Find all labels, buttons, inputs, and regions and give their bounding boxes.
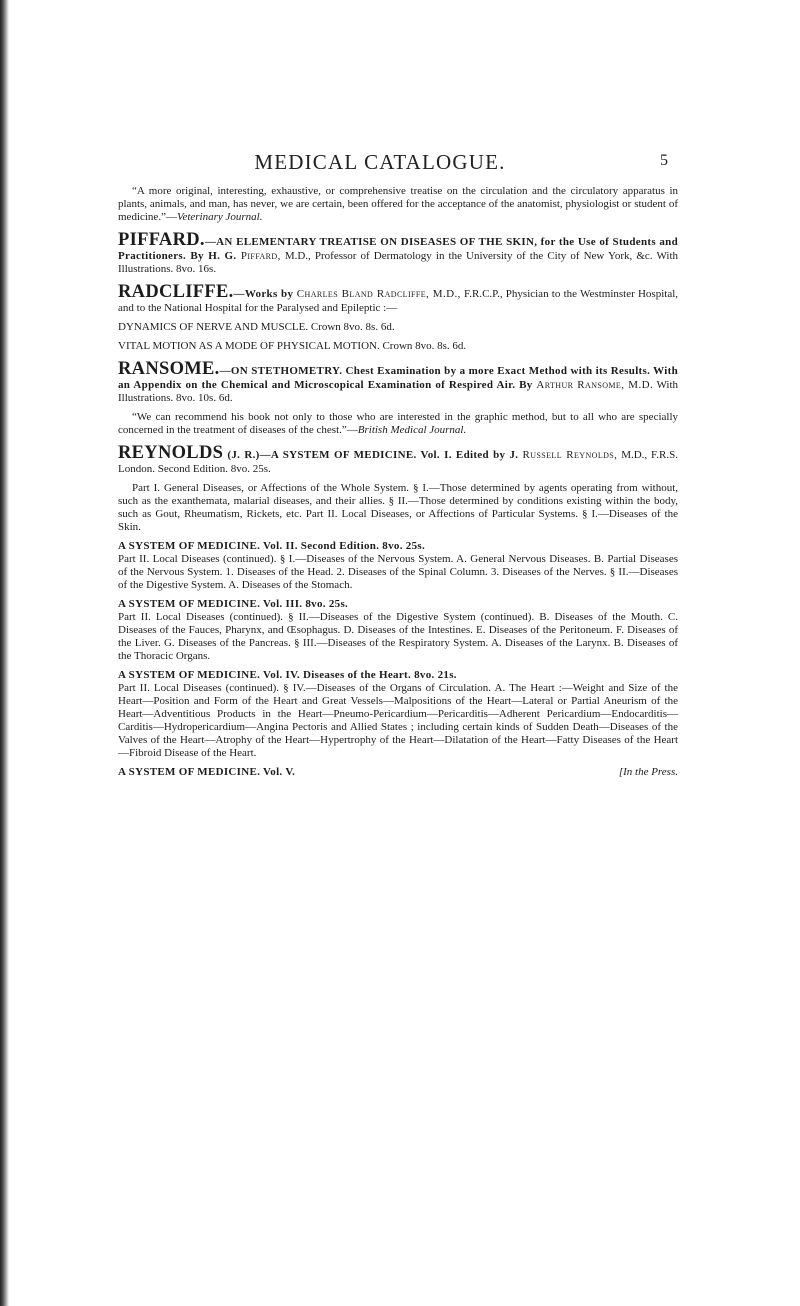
radcliffe-works-by: —Works by [233, 288, 297, 300]
scanned-binding-edge [0, 0, 9, 1306]
piffard-details: M.D., Professor of Dermatology in the University of the City of New York, &c. With Illustrations. 8vo. 16s. [118, 250, 678, 275]
reynolds-vol3-title: A SYSTEM OF MEDICINE. Vol. III. 8vo. 25s. [118, 598, 349, 610]
piffard-title: —AN ELEMENTARY TREATISE ON DISEASES OF THE SKIN, for the Use of Students and Practitioners. By H. G. [118, 236, 678, 262]
reynolds-vol5-status: [In the Press. [618, 766, 678, 778]
radcliffe-work-vital-motion: VITAL MOTION AS A MODE OF PHYSICAL MOTION. Crown 8vo. 8s. 6d. [118, 340, 467, 352]
reynolds-vol3-contents: Part II. Local Diseases (continued). § II.—Diseases of the Digestive System (continued). B. Diseases of the Mouth. C. Diseases of the Fauces, Pharynx, and Œsophagus. D. Diseases of the Intestines. E. Diseases of the Peritoneum. F. Diseases of the Liver. G. Diseases of the Pancreas. § III.—Diseases of the Respiratory System. A. Diseases of the Larynx. B. Diseases of the Thoracic Organs. [118, 611, 678, 662]
intro-quote [118, 185, 678, 224]
reynolds-vol2 [118, 540, 678, 592]
reynolds-vol5 [118, 766, 678, 779]
radcliffe-author: Charles Bland Radcliffe, M.D., [296, 288, 461, 300]
ransome-author: Arthur Ransome, M.D. [536, 379, 654, 391]
piffard-entry-text [118, 230, 678, 276]
reynolds-vol2-title: A SYSTEM OF MEDICINE. Vol. II. Second Edition. 8vo. 25s. [118, 540, 426, 552]
reynolds-title: (J. R.)—A SYSTEM OF MEDICINE. Vol. I. Edited by J. [223, 449, 523, 461]
reynolds-vol3 [118, 598, 678, 663]
reynolds-vol4-contents: Part II. Local Diseases (continued). § IV.—Diseases of the Organs of Circulation. A. The Heart :—Weight and Size of the Heart—Position and Form of the Heart and Great Vessels—Malpositions of the Heart—Lateral or Partial Aneurism of the Heart—Adventitious Products in the Heart—Pneumo-Pericardium—Pericarditis—Adherent Pericardium—Endocarditis—Carditis—Hydropericardium—Angina Pectoris and Allied States ; including certain kinds of Sudden Death—Diseases of the Valves of the Heart—Atrophy of the Heart—Hypertrophy of the Heart—Dilatation of the Heart—Fatty Diseases of the Heart—Fibroid Disease of the Heart. [118, 682, 678, 759]
ransome-entry-text [118, 359, 678, 405]
running-title: MEDICAL CATALOGUE. [254, 150, 506, 174]
ransome-review-text: “We can recommend his book not only to those who are interested in the graphic method, but to all who are specially concerned in the treatment of diseases of the chest.”— [118, 411, 678, 436]
reynolds-vol4 [118, 669, 678, 760]
ransome-title: —ON STETHOMETRY. Chest Examination by a more Exact Method with its Results. With an Appendix on the Chemical and Microscopical Examination of Respired Air. By [118, 365, 678, 391]
intro-quote-source: Veterinary Journal. [176, 211, 263, 223]
reynolds-vol2-contents: Part II. Local Diseases (continued). § I.—Diseases of the Nervous System. A. General Nervous Diseases. B. Partial Diseases of the Nervous System. 1. Diseases of the Head. 2. Diseases of the Spinal Column. 3. Diseases of the Nerves. § II.—Diseases of the Digestive System. A. Diseases of the Stomach. [118, 553, 678, 591]
reynolds-vol5-title: A SYSTEM OF MEDICINE. Vol. V. [118, 766, 296, 778]
entry-ransome [118, 359, 678, 437]
page-number: 5 [660, 152, 668, 169]
ransome-review-source: British Medical Journal. [357, 424, 467, 436]
page-header [120, 150, 668, 176]
intro-quote-text: “A more original, interesting, exhaustive, or comprehensive treatise on the circulation and the circulatory apparatus in plants, animals, and man, has never, we are certain, been offered for the acceptance of the anatomist, physiologist or student of medicine.”— [118, 185, 678, 223]
radcliffe-details: F.R.C.P., Physician to the Westminster Hospital, and to the National Hospital for the Paralysed and Epileptic :— [118, 288, 679, 314]
reynolds-vol1-contents: Part I. General Diseases, or Affections of the Whole System. § I.—Those determined by agents operating from without, such as the exanthemata, malarial diseases, and their allies. § II.—Those determined by conditions existing within the body, such as Gout, Rheumatism, Rickets, etc. Part II. Local Diseases, or Affections of Particular Systems. § I.—Diseases of the Skin. [118, 482, 678, 533]
entry-piffard [118, 230, 678, 276]
reynolds-author: Russell Reynolds, [522, 449, 618, 461]
reynolds-entry-text [118, 443, 678, 476]
radcliffe-work-dynamics: DYNAMICS OF NERVE AND MUSCLE. Crown 8vo. 8s. 6d. [118, 321, 395, 333]
reynolds-vol4-title: A SYSTEM OF MEDICINE. Vol. IV. Diseases of the Heart. 8vo. 21s. [118, 669, 457, 681]
radcliffe-heading: RADCLIFFE. [118, 282, 234, 302]
ransome-heading: RANSOME. [118, 359, 220, 379]
reynolds-details: M.D., F.R.S. London. Second Edition. 8vo. 25s. [118, 449, 678, 475]
piffard-author: Piffard, [240, 250, 281, 262]
ransome-details: With Illustrations. 8vo. 10s. 6d. [118, 379, 679, 404]
entry-radcliffe [118, 282, 678, 353]
ransome-review [118, 411, 678, 437]
entry-reynolds [118, 443, 678, 779]
piffard-heading: PIFFARD. [118, 230, 205, 250]
reynolds-heading: REYNOLDS [118, 443, 224, 463]
catalogue-column [118, 185, 678, 779]
radcliffe-entry-text [118, 282, 678, 315]
